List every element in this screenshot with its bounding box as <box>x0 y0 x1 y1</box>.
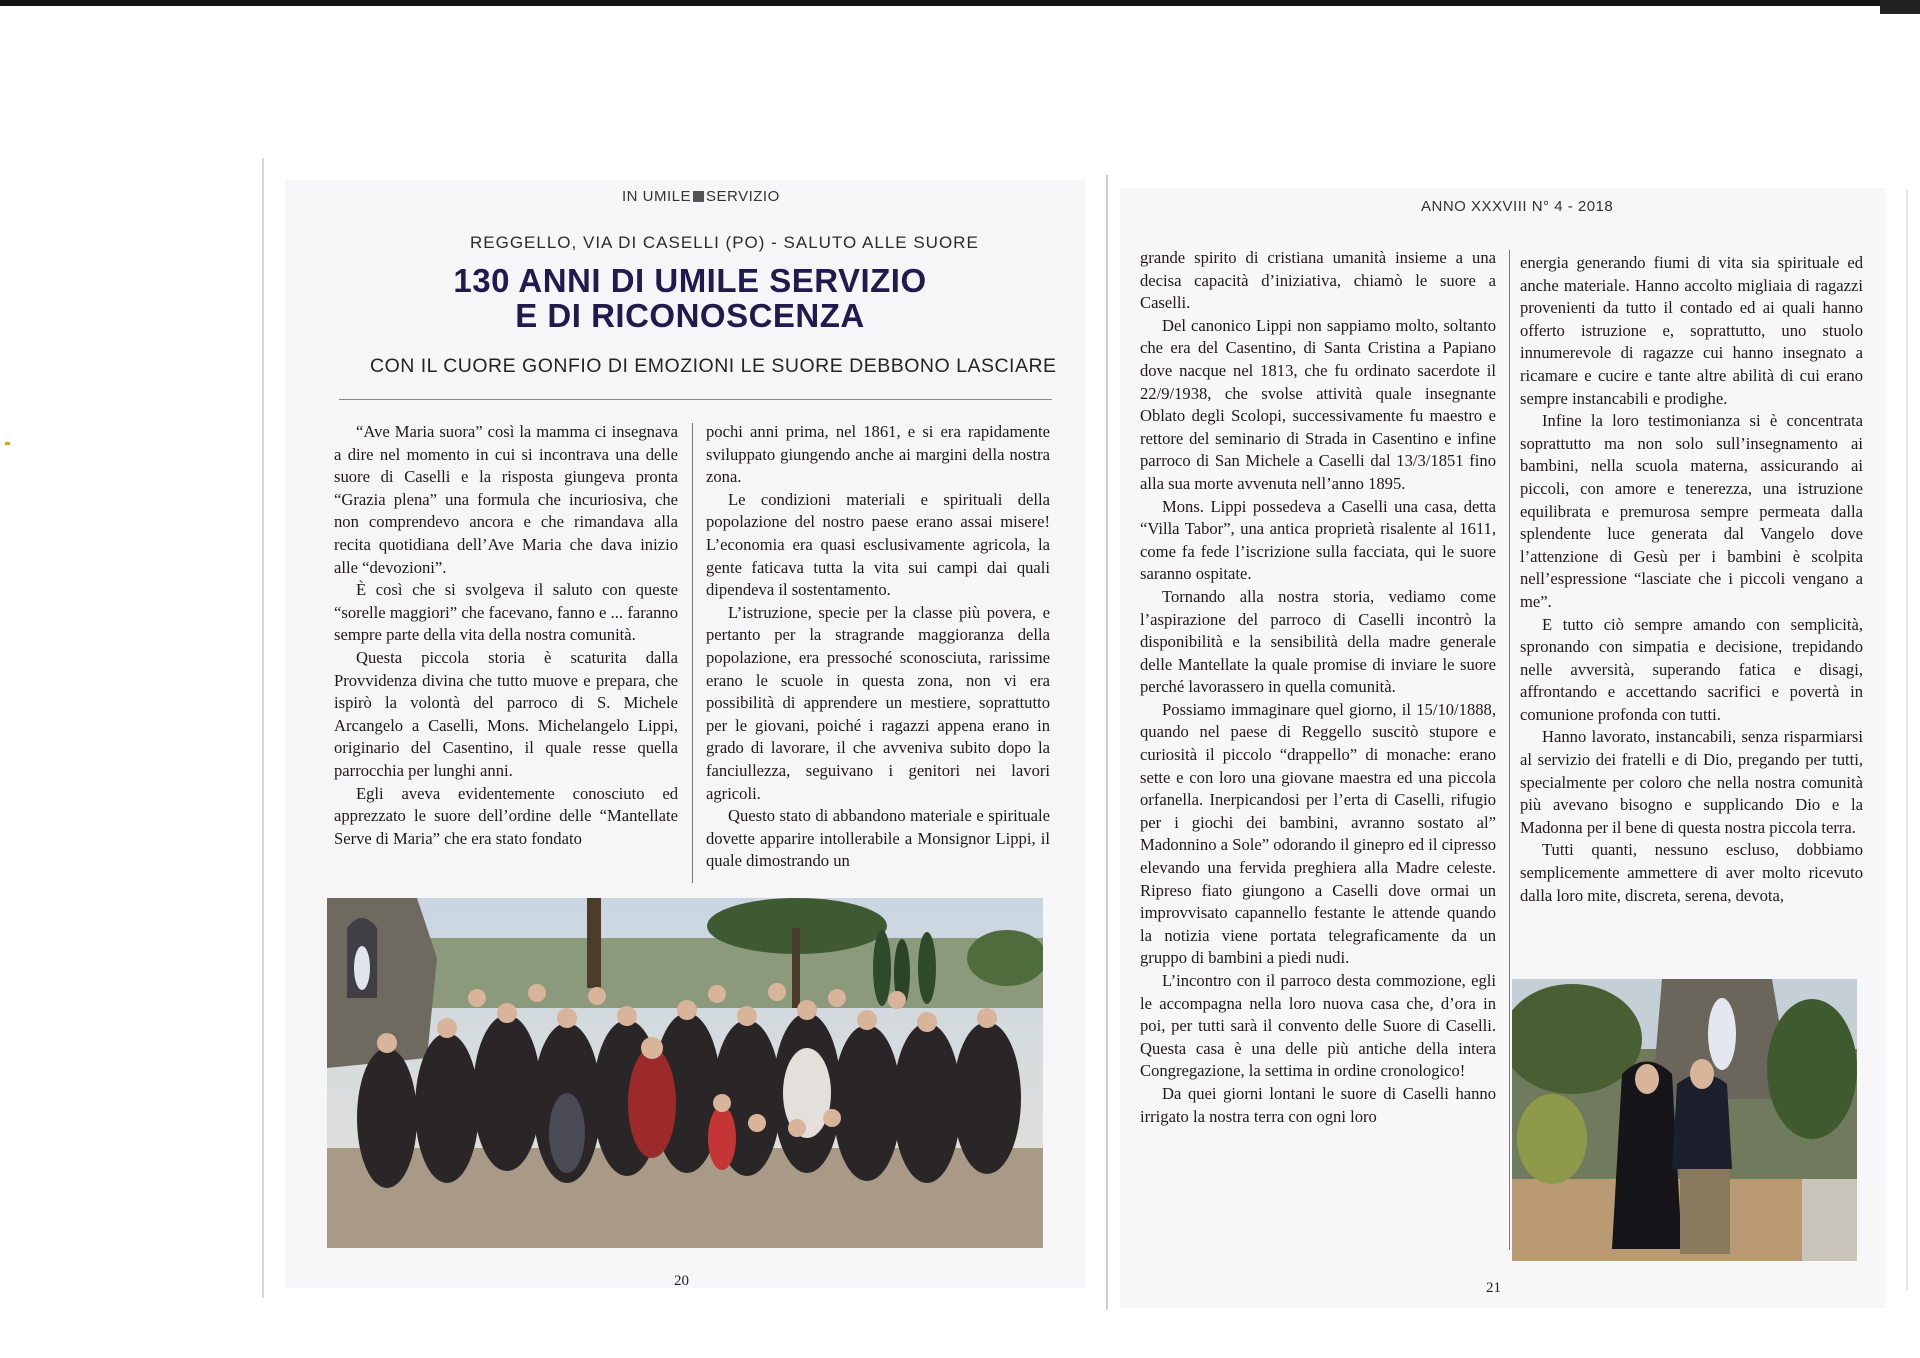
paragraph: È così che si svolgeva il saluto con queste “sorelle maggiori” che facevano, fanno e ... faranno sempre parte della vita della nostra comunità. <box>334 580 678 645</box>
paragraph: Hanno lavorato, instancabili, senza risparmiarsi al servizio dei fratelli e di Dio, pregando per tutti, specialmente per coloro che nella nostra comunità più avevano bisogno e supplicando Dio e la Madonna per il bene di questa nostra piccola terra. <box>1520 727 1863 837</box>
left-column-1 <box>334 421 678 850</box>
title-divider <box>339 399 1052 400</box>
column-divider <box>692 423 693 883</box>
paragraph: Del canonico Lippi non sappiamo molto, soltanto che era del Casentino, di Santa Cristina a Papiano dove nacque nel 1813, che fu ordinato sacerdote il 22/9/1938, che svolse attività quale insegnante Oblato degli Scolopi, successivamente fu maestro e rettore del seminario di Strada in Casentino e infine parroco di San Michele a Caselli dal 13/3/1851 fino alla sua morte avvenuta nell’anno 1895. <box>1140 315 1496 493</box>
paragraph: Egli aveva evidentemente conosciuto ed apprezzato le suore dell’ordine delle “Mantellate Serve di Maria” che era stato fondato <box>334 783 678 848</box>
paragraph: energia generando fiumi di vita sia spirituale ed anche materiale. Hanno accolto migliaia di ragazzi provenienti da tutto il contado ed ai quali hanno offerto istruzione e, soprattutto, uno stuolo innumerevole di ragazze cui hanno insegnato a ricamare e cucire e tante altre abilità di cui erano sempre instancabili e prodighe. <box>1520 253 1863 408</box>
paragraph: Tutti quanti, nessuno escluso, dobbiamo semplicemente ammettere di aver molto ricevuto dalla loro mite, discreta, serena, devota, <box>1520 840 1863 905</box>
article-subtitle: CON IL CUORE GONFIO DI EMOZIONI LE SUORE DEBBONO LASCIARE <box>370 355 1057 377</box>
paragraph: Da quei giorni lontani le suore di Caselli hanno irrigato la nostra terra con ogni loro <box>1140 1083 1496 1126</box>
paragraph: L’incontro con il parroco desta commozione, egli le accompagna nella loro nuova casa che, d’ora in poi, per tutti sarà il convento delle Suore di Caselli. Questa casa è una delle più antiche della intera Congregazione, la settima in ordine cronologico! <box>1140 971 1496 1081</box>
group-photo-image <box>327 898 1043 1248</box>
article-title <box>360 263 1020 333</box>
paragraph: Possiamo immaginare quel giorno, il 15/10/1888, quando nel paese di Reggello suscitò stupore e curiosità il piccolo “drappello” di monache: erano sette e con loro una giovane maestra ed una piccola orfanella. Inerpicandosi per l’erta di Caselli, rifugio per i giochi dei bambini, avranno sostato al” Madonnino a Sole” odorando il ginepro ed il cipresso elevando una fervida preghiera alla Madre celeste. Ripreso fiato giungono a Caselli dove ormai un improvvisato capannello festante le attende quando la notizia viene portata telegraficamente da un gruppo di bambini a piedi nudi. <box>1140 699 1496 968</box>
page-number-right: 21 <box>1486 1280 1501 1296</box>
nun-and-man-photo <box>1512 979 1857 1261</box>
paragraph: “Ave Maria suora” così la mamma ci insegnava a dire nel momento in cui si incontrava una delle suore di Caselli e la risposta giungeva pronta “Grazia plena” una formula che incuriosiva, che non comprendevo ancora e che rimandava alla recita quotidiana dell’Ave Maria che dava inizio alle “devozioni”. <box>334 422 678 577</box>
scan-edge-right <box>1906 190 1908 1290</box>
nun-and-man-photo-image <box>1512 979 1857 1261</box>
article-kicker: REGGELLO, VIA DI CASELLI (PO) - SALUTO ALLE SUORE <box>470 233 979 252</box>
paragraph: Questa piccola storia è scaturita dalla Provvidenza divina che tutto muove e prepara, che ispirò la volontà del parroco di S. Michele Arcangelo a Caselli, Mons. Michelangelo Lippi, originario del Casentino, il quale resse quella parrocchia per lunghi anni. <box>334 647 678 780</box>
paragraph: Questo stato di abbandono materiale e spirituale dovette apparire intollerabile a Monsignor Lippi, il quale dimostrando un <box>706 806 1050 871</box>
scan-edge-left <box>262 158 264 1298</box>
scan-top-edge <box>0 0 1920 6</box>
paragraph: Mons. Lippi possedeva a Caselli una casa, detta “Villa Tabor”, una antica proprietà risalente al 1611, come fa fede l’iscrizione sulla facciata, qui le suore saranno ospitate. <box>1140 496 1496 584</box>
right-column-2 <box>1520 252 1863 907</box>
right-column-1 <box>1140 247 1496 1128</box>
title-line-2: E DI RICONOSCENZA <box>515 297 865 334</box>
magazine-logo-icon <box>693 191 704 202</box>
scan-speck <box>5 442 10 445</box>
title-line-1: 130 ANNI DI UMILE SERVIZIO <box>453 262 927 299</box>
paragraph: L’istruzione, specie per la classe più povera, e pertanto per la stragrande maggioranza della popolazione, era pressoché sconosciuta, rarissime erano le scuole in questa zona, non vi era possibilità di apprendere un mestiere, soprattutto per le giovani, poiché i ragazzi appena erano in grado di lavorare, il che avveniva subito dopo la fanciullezza, seguivano i genitori nei lavori agricoli. <box>706 602 1050 803</box>
paragraph: grande spirito di cristiana umanità insieme a una decisa capacità d’iniziativa, chiamò le suore a Caselli. <box>1140 248 1496 313</box>
left-column-2 <box>706 421 1050 873</box>
running-head-left <box>622 188 780 205</box>
paragraph: pochi anni prima, nel 1861, e si era rapidamente sviluppato giungendo anche ai margini della nostra zona. <box>706 422 1050 487</box>
paragraph: Le condizioni materiali e spirituali della popolazione del nostro paese erano assai misere! L’economia era quasi esclusivamente agricola, la gente faticava tutta la vita sui campi dai quali dipendeva il sostentamento. <box>706 489 1050 600</box>
page-number-left: 20 <box>674 1273 689 1289</box>
paragraph: Tornando alla nostra storia, vediamo come l’aspirazione del parroco di Caselli incontrò la disponibilità e la sensibilità della madre generale delle Mantellate la quale promise di inviare le suore perché lavorassero in quella comunità. <box>1140 586 1496 697</box>
group-photo <box>327 898 1043 1248</box>
spine-gutter <box>1106 175 1108 1310</box>
column-divider <box>1509 250 1510 1250</box>
running-head-right: ANNO XXXVIII N° 4 - 2018 <box>1421 198 1614 215</box>
paragraph: E tutto ciò sempre amando con semplicità, spronando con simpatia e decisione, trepidando nelle avversità, superando fatica e disagi, affrontando e accettando sacrifici e povertà in comunione profonda con tutti. <box>1520 614 1863 724</box>
scan-corner <box>1880 0 1920 14</box>
running-head-left-text: IN UMILE <box>622 188 692 205</box>
running-head-left-text-2: SERVIZIO <box>706 188 780 205</box>
paragraph: Infine la loro testimonianza si è concentrata soprattutto ma non solo sull’insegnamento ai bambini, nella scuola materna, assicurando ai piccoli, con amore e tenerezza, una istruzione equilibrata e premurosa sempre permeata dalla splendente luce generata dal Vangelo dove l’attenzione di Gesù per i bambini è scolpita nell’espressione “lasciate che i piccoli vengano a me”. <box>1520 411 1863 611</box>
